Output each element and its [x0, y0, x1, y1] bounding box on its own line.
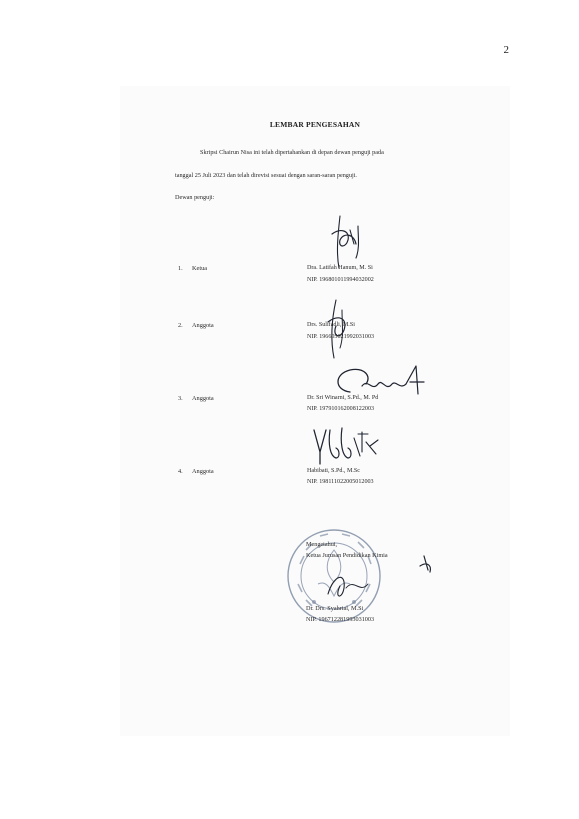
paragraph-line-1: Skripsi Chairun Nisa ini telah dipertahankan di depan dewan penguji pada — [200, 149, 384, 156]
signature-examiner-4 — [310, 424, 382, 468]
acknowledgement-line-1: Mengetahui, — [306, 541, 338, 548]
signature-department-head — [320, 564, 440, 606]
examiner-row-2 — [178, 322, 214, 329]
examiner-number: 3. — [178, 395, 183, 402]
examiner-name: Drs. Sulifadli, M.Si — [307, 322, 355, 328]
examiner-number: 2. — [178, 322, 183, 329]
panel-heading: Dewan penguji: — [175, 194, 215, 201]
acknowledgement-line-2: Ketua Jurusan Pendidikan Kimia — [306, 552, 388, 559]
department-head-name: Dr. Drs. Syahrial, M.Si — [306, 605, 364, 612]
page-number: 2 — [503, 44, 509, 56]
examiner-nip: NIP. 196801011994032002 — [307, 277, 374, 283]
examiner-number: 4. — [178, 468, 183, 475]
examiner-row-1 — [178, 265, 207, 272]
examiner-number: 1. — [178, 265, 183, 272]
examiner-row-4 — [178, 468, 214, 475]
examiner-name: Habibati, S.Pd., M.Sc — [307, 468, 360, 474]
examiner-nip: NIP. 197910162008122003 — [307, 406, 375, 412]
examiner-nip: NIP. 198111022005012003 — [307, 479, 374, 485]
examiner-nip: NIP. 196605021992031003 — [307, 334, 375, 340]
examiner-name: Dra. Latifah Hanum, M. Si — [307, 265, 373, 271]
examiner-name: Dr. Sri Winarni, S.Pd., M. Pd — [307, 395, 379, 401]
document-title: LEMBAR PENGESAHAN — [269, 120, 361, 129]
scanned-approval-sheet — [120, 86, 510, 736]
examiner-role: Ketua — [192, 265, 208, 272]
examiner-row-3 — [178, 395, 214, 402]
signature-examiner-2 — [318, 296, 358, 362]
examiner-role: Anggota — [192, 395, 214, 402]
department-head-nip: NIP. 196712281993031003 — [306, 616, 375, 623]
examiner-role: Anggota — [192, 322, 214, 329]
paragraph-line-2: tanggal 25 Juli 2023 dan telah direvisi sesuai dengan saran-saran penguji. — [175, 172, 357, 179]
examiner-role: Anggota — [192, 468, 214, 475]
